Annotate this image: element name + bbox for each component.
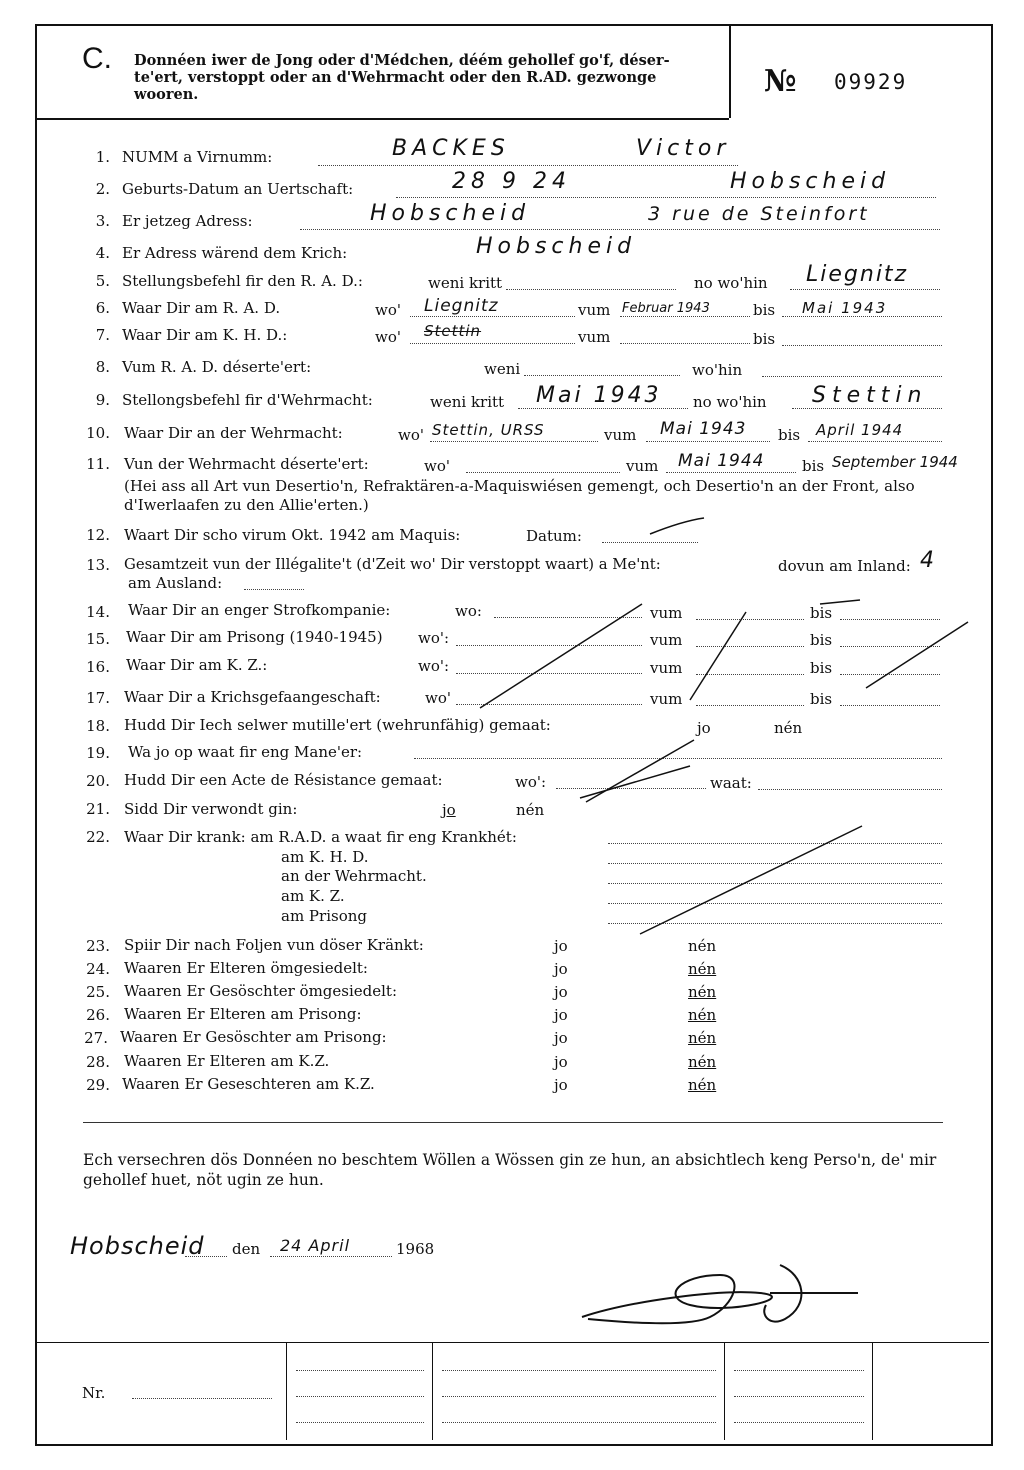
- registry-table: [37, 1342, 989, 1441]
- item-number: 17.: [86, 689, 110, 707]
- field-caption: vum: [578, 328, 611, 346]
- field-caption: waat:: [710, 774, 752, 792]
- item-number: 24.: [86, 960, 110, 978]
- handwritten-desertion-to: September 1944: [832, 453, 958, 471]
- fill-line: [808, 441, 942, 442]
- fill-line: [758, 789, 942, 790]
- item-number: 13.: [86, 556, 110, 574]
- handwritten-khd-where: Stettin: [424, 322, 482, 340]
- item-number: 7.: [95, 326, 110, 344]
- item-number: 25.: [86, 983, 110, 1001]
- fill-line: [442, 1370, 716, 1371]
- field-caption: vum: [650, 604, 683, 622]
- field-caption: vum: [650, 659, 683, 677]
- fill-line: [696, 619, 804, 620]
- item-number: 15.: [86, 630, 110, 648]
- table-column-divider: [432, 1342, 433, 1440]
- item-number: 3.: [95, 212, 110, 230]
- fill-line: [296, 1370, 424, 1371]
- heading-line-1: Donnéen iwer de Jong oder d'Médchen, déém gehollef go'f, déser-: [134, 52, 670, 69]
- item-number: 19.: [86, 744, 110, 762]
- fill-line: [185, 1256, 227, 1257]
- item-number: 8.: [95, 358, 110, 376]
- fill-line: [296, 1396, 424, 1397]
- item-label: NUMM a Virnumm:: [122, 148, 273, 166]
- field-caption: am Ausland:: [128, 574, 223, 592]
- fill-line: [608, 903, 942, 904]
- item-label: Spiir Dir nach Foljen vun döser Kränkt:: [124, 936, 424, 954]
- handwritten-town: Hobscheid: [370, 201, 531, 226]
- item-label: Waaren Er Gesöschter ömgesiedelt:: [124, 982, 398, 1000]
- field-caption: bis: [810, 604, 833, 622]
- field-caption: vum: [578, 301, 611, 319]
- fill-line: [318, 165, 738, 166]
- fill-line: [840, 619, 940, 620]
- item-label: Waar Dir am R. A. D.: [122, 299, 281, 317]
- fill-line: [506, 289, 676, 290]
- field-caption: wo'hin: [692, 361, 743, 379]
- option-yes: jo: [697, 719, 711, 737]
- fill-line: [524, 375, 680, 376]
- fill-line: [792, 408, 942, 409]
- field-caption: bis: [810, 631, 833, 649]
- field-caption: wo': [424, 457, 450, 475]
- handwritten-rad-to: Mai 1943: [802, 299, 888, 317]
- handwritten-months-inland: 4: [920, 548, 939, 573]
- fill-line: [840, 674, 940, 675]
- field-caption: wo':: [418, 629, 450, 647]
- item-number: 21.: [86, 800, 110, 818]
- option-yes: jo: [554, 937, 568, 955]
- handwritten-firstname: Victor: [636, 136, 731, 161]
- field-caption: wo': [375, 328, 401, 346]
- item-number: 23.: [86, 937, 110, 955]
- option-no-selected: nén: [688, 1053, 717, 1071]
- table-column-divider: [872, 1342, 873, 1440]
- field-caption: vum: [650, 690, 683, 708]
- item-number: 26.: [86, 1006, 110, 1024]
- fill-line: [556, 788, 706, 789]
- option-yes: jo: [554, 1006, 568, 1024]
- item-label: Waaren Er Gesöschter am Prisong:: [120, 1028, 387, 1046]
- signature: [570, 1245, 860, 1335]
- option-no-selected: nén: [688, 1029, 717, 1047]
- item-label: Stellongsbefehl fir d'Wehrmacht:: [122, 391, 373, 409]
- declaration-separator: [83, 1122, 943, 1123]
- item-number: 6.: [95, 299, 110, 317]
- field-caption: bis: [810, 659, 833, 677]
- item-number: 4.: [95, 244, 110, 262]
- item-label: Stellungsbefehl fir den R. A. D.:: [122, 272, 363, 290]
- item-number: 16.: [86, 658, 110, 676]
- fill-line: [300, 229, 940, 230]
- fill-line: [734, 1396, 864, 1397]
- signing-year: 1968: [396, 1240, 435, 1258]
- heading-line-2: te'ert, verstoppt oder an d'Wehrmacht oder den R.AD. gezwonge: [134, 69, 657, 86]
- fill-line: [734, 1422, 864, 1423]
- option-yes: jo: [554, 960, 568, 978]
- handwritten-birthdate: 28 9 24: [452, 169, 571, 194]
- item-number: 14.: [86, 603, 110, 621]
- fill-line: [296, 1422, 424, 1423]
- fill-line: [410, 316, 575, 317]
- fill-line: [456, 645, 642, 646]
- fill-line: [840, 646, 940, 647]
- fill-line: [734, 1370, 864, 1371]
- signing-den: den: [232, 1240, 261, 1258]
- item-label: Hudd Dir Iech selwer mutille'ert (wehrunfähig) gemaat:: [124, 716, 551, 734]
- field-caption: bis: [802, 457, 825, 475]
- fill-line: [666, 472, 796, 473]
- form-number: 09929: [834, 70, 908, 94]
- fill-line: [244, 589, 304, 590]
- handwritten-rad-from: Februar 1943: [622, 301, 710, 316]
- item-number: 20.: [86, 772, 110, 790]
- item-label: Waart Dir scho virum Okt. 1942 am Maquis:: [124, 526, 461, 544]
- header-divider: [35, 118, 729, 120]
- item-number: 10.: [86, 424, 110, 442]
- fill-line: [620, 343, 750, 344]
- item-label: Gesamtzeit vun der Illégalite't (d'Zeit wo' Dir verstoppt waart) a Me'nt:: [124, 556, 661, 573]
- field-caption: wo':: [515, 773, 547, 791]
- item-label: Waar Dir am Prisong (1940-1945): [126, 628, 383, 646]
- item-label: Geburts-Datum an Uertschaft:: [122, 180, 354, 198]
- field-caption: weni kritt: [428, 274, 503, 292]
- fill-line: [790, 289, 940, 290]
- handwritten-street: 3 rue de Steinfort: [648, 203, 870, 225]
- field-caption: vum: [650, 631, 683, 649]
- item-number: 11.: [86, 455, 110, 473]
- field-caption: weni: [484, 360, 521, 378]
- option-no-selected: nén: [688, 1076, 717, 1094]
- item-number: 18.: [86, 717, 110, 735]
- field-caption: bis: [778, 426, 801, 444]
- sub-item: am Prisong: [281, 907, 367, 925]
- fill-line: [782, 345, 942, 346]
- fill-line: [414, 758, 942, 759]
- sub-item: an der Wehrmacht.: [281, 867, 427, 885]
- item-label: Waar Dir an der Wehrmacht:: [124, 424, 343, 442]
- item-label: Wa jo op waat fir eng Mane'er:: [128, 743, 363, 761]
- sub-item: am K. H. D.: [281, 848, 369, 866]
- fill-line: [396, 197, 936, 198]
- handwritten-wehrmacht-where: Stettin, URSS: [432, 421, 545, 439]
- handwritten-war-address: Hobscheid: [476, 234, 637, 259]
- fill-line: [608, 843, 942, 844]
- fill-line: [442, 1396, 716, 1397]
- field-caption: Datum:: [526, 527, 582, 545]
- handwritten-wehrmacht-to: April 1944: [816, 421, 904, 439]
- option-no-selected: nén: [688, 983, 717, 1001]
- fill-line: [646, 441, 770, 442]
- option-yes: jo: [554, 1029, 568, 1047]
- field-caption: vum: [604, 426, 637, 444]
- field-caption: dovun am Inland:: [778, 557, 911, 575]
- handwritten-wehrmacht-from: Mai 1943: [660, 419, 747, 439]
- handwritten-rad-place: Liegnitz: [806, 262, 909, 287]
- field-caption: vum: [626, 457, 659, 475]
- fill-line: [518, 408, 688, 409]
- field-caption: no wo'hin: [694, 274, 768, 292]
- item-label: Vum R. A. D. déserte'ert:: [122, 358, 312, 376]
- item-number: 2.: [95, 180, 110, 198]
- handwritten-desertion-from: Mai 1944: [678, 451, 765, 471]
- section-letter: C.: [82, 42, 112, 75]
- item-label: Waaren Er Elteren am K.Z.: [124, 1052, 330, 1070]
- fill-line: [456, 673, 642, 674]
- field-caption: wo':: [418, 657, 450, 675]
- fill-line: [602, 542, 698, 543]
- item-label: Er jetzeg Adress:: [122, 212, 253, 230]
- fill-line: [466, 472, 620, 473]
- fill-line: [430, 441, 598, 442]
- item-label: Waaren Er Elteren ömgesiedelt:: [124, 959, 368, 977]
- field-caption: weni kritt: [430, 393, 505, 411]
- item-label: Waar Dir a Krichsgefaangeschaft:: [124, 688, 381, 706]
- item-label: Waar Dir am K. H. D.:: [122, 326, 288, 344]
- number-sign: №: [764, 64, 797, 99]
- item-number: 12.: [86, 526, 110, 544]
- fill-line: [494, 617, 642, 618]
- item-number: 9.: [95, 391, 110, 409]
- fill-line: [608, 883, 942, 884]
- option-no: nén: [688, 937, 717, 955]
- item-number: 29.: [86, 1076, 110, 1094]
- handwritten-wehrmacht-order: Mai 1943: [536, 383, 662, 408]
- fill-line: [840, 705, 940, 706]
- sub-item: am K. Z.: [281, 887, 345, 905]
- item-number: 5.: [95, 272, 110, 290]
- table-column-divider: [286, 1342, 287, 1440]
- item-label: Waaren Er Geseschteren am K.Z.: [122, 1075, 375, 1093]
- item-label: Hudd Dir een Acte de Résistance gemaat:: [124, 771, 443, 789]
- item-note: (Hei ass all Art vun Desertio'n, Refraktären-a-Maquiswiésen gemengt, och Desertio'n an der Front, also d'Iwerlaafen zu den Allie'erten.): [124, 477, 915, 514]
- item-label: Sidd Dir verwondt gin:: [124, 800, 298, 818]
- fill-line: [696, 705, 804, 706]
- item-number: 1.: [95, 148, 110, 166]
- fill-line: [620, 316, 750, 317]
- handwritten-signing-place: Hobscheid: [70, 1232, 205, 1260]
- fill-line: [442, 1422, 716, 1423]
- header-number-divider: [729, 24, 731, 118]
- field-caption: wo': [425, 689, 451, 707]
- item-label: Waar Dir krank: am R.A.D. a waat fir eng Krankhét:: [124, 828, 517, 846]
- item-label: Er Adress wärend dem Krich:: [122, 244, 348, 262]
- table-column-divider: [724, 1342, 725, 1440]
- option-yes: jo: [554, 1076, 568, 1094]
- field-caption: no wo'hin: [693, 393, 767, 411]
- field-caption: bis: [753, 330, 776, 348]
- fill-line: [762, 376, 942, 377]
- option-no: nén: [774, 719, 803, 737]
- item-label: Vun der Wehrmacht déserte'ert:: [124, 455, 369, 473]
- item-number: 27.: [84, 1029, 108, 1047]
- heading-line-3: wooren.: [134, 86, 199, 103]
- fill-line: [410, 343, 575, 344]
- item-label: Waaren Er Elteren am Prisong:: [124, 1005, 362, 1023]
- option-yes-selected: jo: [442, 801, 456, 819]
- option-yes: jo: [554, 983, 568, 1001]
- item-number: 28.: [86, 1053, 110, 1071]
- fill-line: [456, 704, 642, 705]
- item-label: Waar Dir an enger Strofkompanie:: [128, 601, 391, 619]
- option-no: nén: [516, 801, 545, 819]
- option-no-selected: nén: [688, 1006, 717, 1024]
- declaration-text: Ech versechren dös Donnéen no beschtem Wöllen a Wössen gin ze hun, an absichtlech keng Perso'n, de' mir gehollef huet, nöt ugin ze hun.: [83, 1151, 937, 1189]
- handwritten-surname: BACKES: [392, 136, 510, 161]
- fill-line: [608, 863, 942, 864]
- fill-line: [132, 1398, 272, 1399]
- handwritten-rad-where: Liegnitz: [424, 296, 499, 316]
- form-heading: [134, 52, 709, 103]
- fill-line: [270, 1256, 392, 1257]
- fill-line: [608, 923, 942, 924]
- option-yes: jo: [554, 1053, 568, 1071]
- field-caption: wo:: [455, 602, 482, 620]
- fill-line: [696, 646, 804, 647]
- handwritten-birthplace: Hobscheid: [730, 169, 891, 194]
- fill-line: [696, 674, 804, 675]
- handwritten-wehrmacht-place: Stettin: [812, 383, 928, 408]
- field-caption: wo': [375, 301, 401, 319]
- field-caption: bis: [810, 690, 833, 708]
- registry-number-label: Nr.: [82, 1384, 106, 1402]
- option-no-selected: nén: [688, 960, 717, 978]
- field-caption: wo': [398, 426, 424, 444]
- field-caption: bis: [753, 301, 776, 319]
- handwritten-signing-date: 24 April: [280, 1236, 351, 1255]
- item-label: Waar Dir am K. Z.:: [126, 656, 268, 674]
- item-number: 22.: [86, 828, 110, 846]
